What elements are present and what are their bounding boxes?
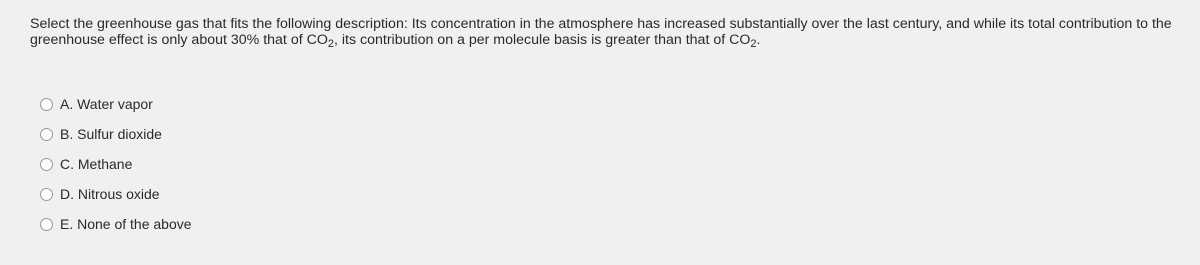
option-d[interactable] <box>40 179 192 209</box>
option-d-radio[interactable] <box>40 188 53 201</box>
option-b-label[interactable]: B. Sulfur dioxide <box>60 126 162 142</box>
question-text-part1: Select the greenhouse gas that fits the following description: Its concentration in the atmosphere has increased substantially over the last century, and while its total contribution to the greenhouse effect is only about 30% that of CO <box>30 16 1172 48</box>
option-b-radio[interactable] <box>40 128 53 141</box>
option-e-label[interactable]: E. None of the above <box>60 216 192 232</box>
option-a-label[interactable]: A. Water vapor <box>60 96 153 112</box>
question-subscript-2: 2 <box>750 38 757 50</box>
question-text <box>30 16 1180 48</box>
question-text-part2: , its contribution on a per molecule basis is greater than that of CO <box>334 32 751 48</box>
option-a-radio[interactable] <box>40 98 53 111</box>
question-subscript-1: 2 <box>327 38 334 50</box>
option-e-radio[interactable] <box>40 218 53 231</box>
option-e[interactable] <box>40 209 192 239</box>
option-a[interactable] <box>40 89 192 119</box>
option-c-radio[interactable] <box>40 158 53 171</box>
question-text-part3: . <box>756 32 761 48</box>
option-c[interactable] <box>40 149 192 179</box>
option-c-label[interactable]: C. Methane <box>60 156 133 172</box>
option-d-label[interactable]: D. Nitrous oxide <box>60 186 160 202</box>
option-b[interactable] <box>40 119 192 149</box>
answer-options <box>40 89 192 239</box>
